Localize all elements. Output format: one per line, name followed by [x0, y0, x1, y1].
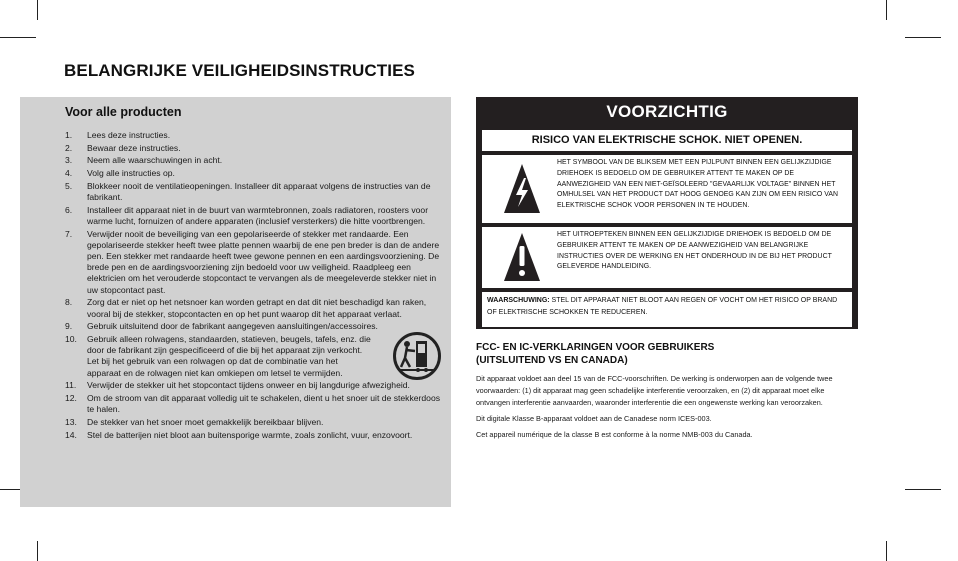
list-item-number: 10.	[65, 333, 77, 344]
list-item-number: 3.	[65, 155, 73, 166]
list-item	[65, 168, 447, 179]
fcc-title-line1: FCC- EN IC-VERKLARINGEN VOOR GEBRUIKERS	[476, 342, 715, 353]
warning-text: STEL DIT APPARAAT NIET BLOOT AAN REGEN OF VOCHT OM HET RISICO OP BRAND OF ELEKTRISCHE SCHOKKEN TE REDUCEREN.	[487, 297, 838, 316]
lightning-symbol-row	[481, 154, 853, 224]
cart-tip-over-warning-icon	[392, 331, 442, 381]
lightning-symbol-text: HET SYMBOOL VAN DE BLIKSEM MET EEN PIJLPUNT BINNEN EEN GELIJKZIJDIGE DRIEHOEK IS BEDOELD OM DE GEBRUIKER ATTENT TE MAKEN OP DE AANWEZIGHEID VAN EEN NIET-GEÏSOLEERD "GEVAARLIJK VOLTAGE" BINNEN HET OMHULSEL VAN HET PRODUCT DAT HOOG GENOEG KAN ZIJN OM EEN RISICO VAN ELEKTRISCHE SCHOK VOOR PERSONEN IN TE HOUDEN.	[557, 159, 839, 210]
list-item-text: Stel de batterijen niet bloot aan buitensporige warmte, zoals zonlicht, vuur, enzovoort.	[87, 429, 413, 440]
list-item-number: 9.	[65, 321, 73, 332]
list-item-number: 1.	[65, 130, 73, 140]
fcc-paragraph: Dit digitale Klasse B-apparaat voldoet aan de Canadese norm ICES-003.	[476, 414, 712, 424]
fcc-paragraph: Dit apparaat voldoet aan deel 15 van de FCC-voorschriften. De werking is onderworpen aan de volgende twee voorwaarden: (1) dit apparaat mag geen schadelijke interferentie veroorzaken, en (2) dit apparaat moet elke ontvangen interferentie aanvaarden, waaronder interferentie die een ongewenste werking kan veroorzaken.	[476, 374, 833, 408]
list-item-text: Volg alle instructies op.	[87, 168, 175, 179]
list-item-number: 8.	[65, 297, 73, 308]
fcc-paragraph: Cet appareil numérique de la classe B est conforme à la norme NMB-003 du Canada.	[476, 430, 753, 440]
exclamation-symbol-row	[481, 226, 853, 289]
list-item-text: Om de stroom van dit apparaat volledig uit te schakelen, dient u het snoer uit de stekkerdoos te halen.	[87, 392, 441, 415]
lightning-warning-icon	[502, 161, 542, 217]
list-item-number: 2.	[65, 142, 73, 153]
list-item	[65, 297, 447, 319]
list-item	[65, 229, 447, 296]
fcc-title-line2: (UITSLUITEND VS EN CANADA)	[476, 355, 628, 366]
list-item	[65, 155, 447, 166]
caution-box	[476, 97, 858, 329]
list-item-text: Bewaar deze instructies.	[87, 142, 181, 153]
list-item-text: Gebruik alleen rolwagens, standaarden, statieven, beugels, tafels, enz. die door de fabrikant zijn gespecificeerd of die bij het apparaat zijn verkocht. Let bij het gebruik van een rolwagen op dat de combinatie van het apparaat en de rolwagen niet kan omkiepen om letsel te vermijden.	[87, 333, 371, 378]
crop-mark	[0, 37, 36, 38]
list-item	[65, 380, 447, 391]
exclamation-symbol-text: HET UITROEPTEKEN BINNEN EEN GELIJKZIJDIGE DRIEHOEK IS BEDOELD OM DE GEBRUIKER ATTENT TE MAKEN OP DE AANWEZIGHEID VAN BELANGRIJKE INSTRUCTIES OVER DE WERKING EN HET ONDERHOUD IN DE BIJ HET PRODUCT GELEVERDE HANDLEIDING.	[557, 231, 832, 271]
crop-mark	[886, 0, 887, 20]
list-item-number: 5.	[65, 180, 73, 191]
crop-mark	[905, 37, 941, 38]
list-item	[65, 393, 447, 415]
caution-title: VOORZICHTIG	[606, 102, 728, 121]
fcc-title	[476, 341, 858, 367]
list-item-text: Zorg dat er niet op het netsnoer kan worden getrapt en dat dit niet beschadigd kan raken, vooral bij de stekker, stopcontacten en op het punt waarop dit het apparaat verlaat.	[87, 297, 427, 319]
list-item-number: 14.	[65, 429, 77, 440]
crop-mark	[905, 489, 941, 490]
crop-mark	[37, 541, 38, 561]
crop-mark	[37, 0, 38, 20]
list-item-text: Lees deze instructies.	[87, 130, 171, 140]
list-item-text: Verwijder de stekker uit het stopcontact tijdens onweer en bij langdurige afwezigheid.	[87, 380, 410, 391]
list-item-text: Verwijder nooit de beveiliging van een gepolariseerde of stekker met randaarde. Een gepolariseerde stekker heeft twee platte pennen waarbij de ene pen breder is dan de andere pen. Een stekker met randaarde heeft twee gewone pennen en een aardingsvoorziening. De brede pen en de aardingsvoorziening zijn bedoeld voor uw veiligheid. Raadpleeg een elektricien om het verouderde stopcontact te vervangen als de meegeleverde stekker niet in uw stopcontact past.	[87, 228, 440, 295]
instructions-heading: Voor alle producten	[65, 105, 182, 119]
page-title: BELANGRIJKE VEILIGHEIDSINSTRUCTIES	[64, 61, 415, 80]
instructions-list	[65, 130, 447, 442]
list-item	[65, 334, 447, 379]
list-item-number: 4.	[65, 168, 73, 179]
list-item-number: 12.	[65, 392, 77, 403]
list-item-number: 13.	[65, 416, 77, 427]
list-item	[65, 143, 447, 154]
list-item-number: 11.	[65, 380, 77, 391]
list-item	[65, 321, 447, 332]
list-item-text: Gebruik uitsluitend door de fabrikant aangegeven aansluitingen/accessoires.	[87, 321, 378, 332]
list-item	[65, 205, 447, 227]
list-item-text: De stekker van het snoer moet gemakkelijk bereikbaar blijven.	[87, 416, 324, 427]
caution-subtitle: RISICO VAN ELEKTRISCHE SCHOK. NIET OPENEN.	[481, 129, 853, 152]
list-item	[65, 181, 447, 203]
crop-mark	[886, 541, 887, 561]
list-item	[65, 430, 447, 441]
warning-label: WAARSCHUWING:	[487, 297, 550, 304]
exclamation-warning-icon	[502, 230, 542, 284]
instructions-panel	[20, 97, 451, 507]
list-item-number: 6.	[65, 204, 73, 215]
list-item	[65, 417, 447, 428]
list-item-number: 7.	[65, 228, 73, 239]
warning-row	[481, 291, 853, 328]
list-item-text: Neem alle waarschuwingen in acht.	[87, 155, 223, 166]
list-item-text: Blokkeer nooit de ventilatieopeningen. Installeer dit apparaat volgens de instructies van de fabrikant.	[87, 180, 431, 203]
fcc-body	[476, 373, 858, 445]
list-item-text: Installeer dit apparaat niet in de buurt van warmtebronnen, zoals radiatoren, roosters voor warme lucht, fornuizen of andere apparaten (inclusief versterkers) die hitte voortbrengen.	[87, 204, 429, 226]
list-item	[65, 130, 447, 141]
